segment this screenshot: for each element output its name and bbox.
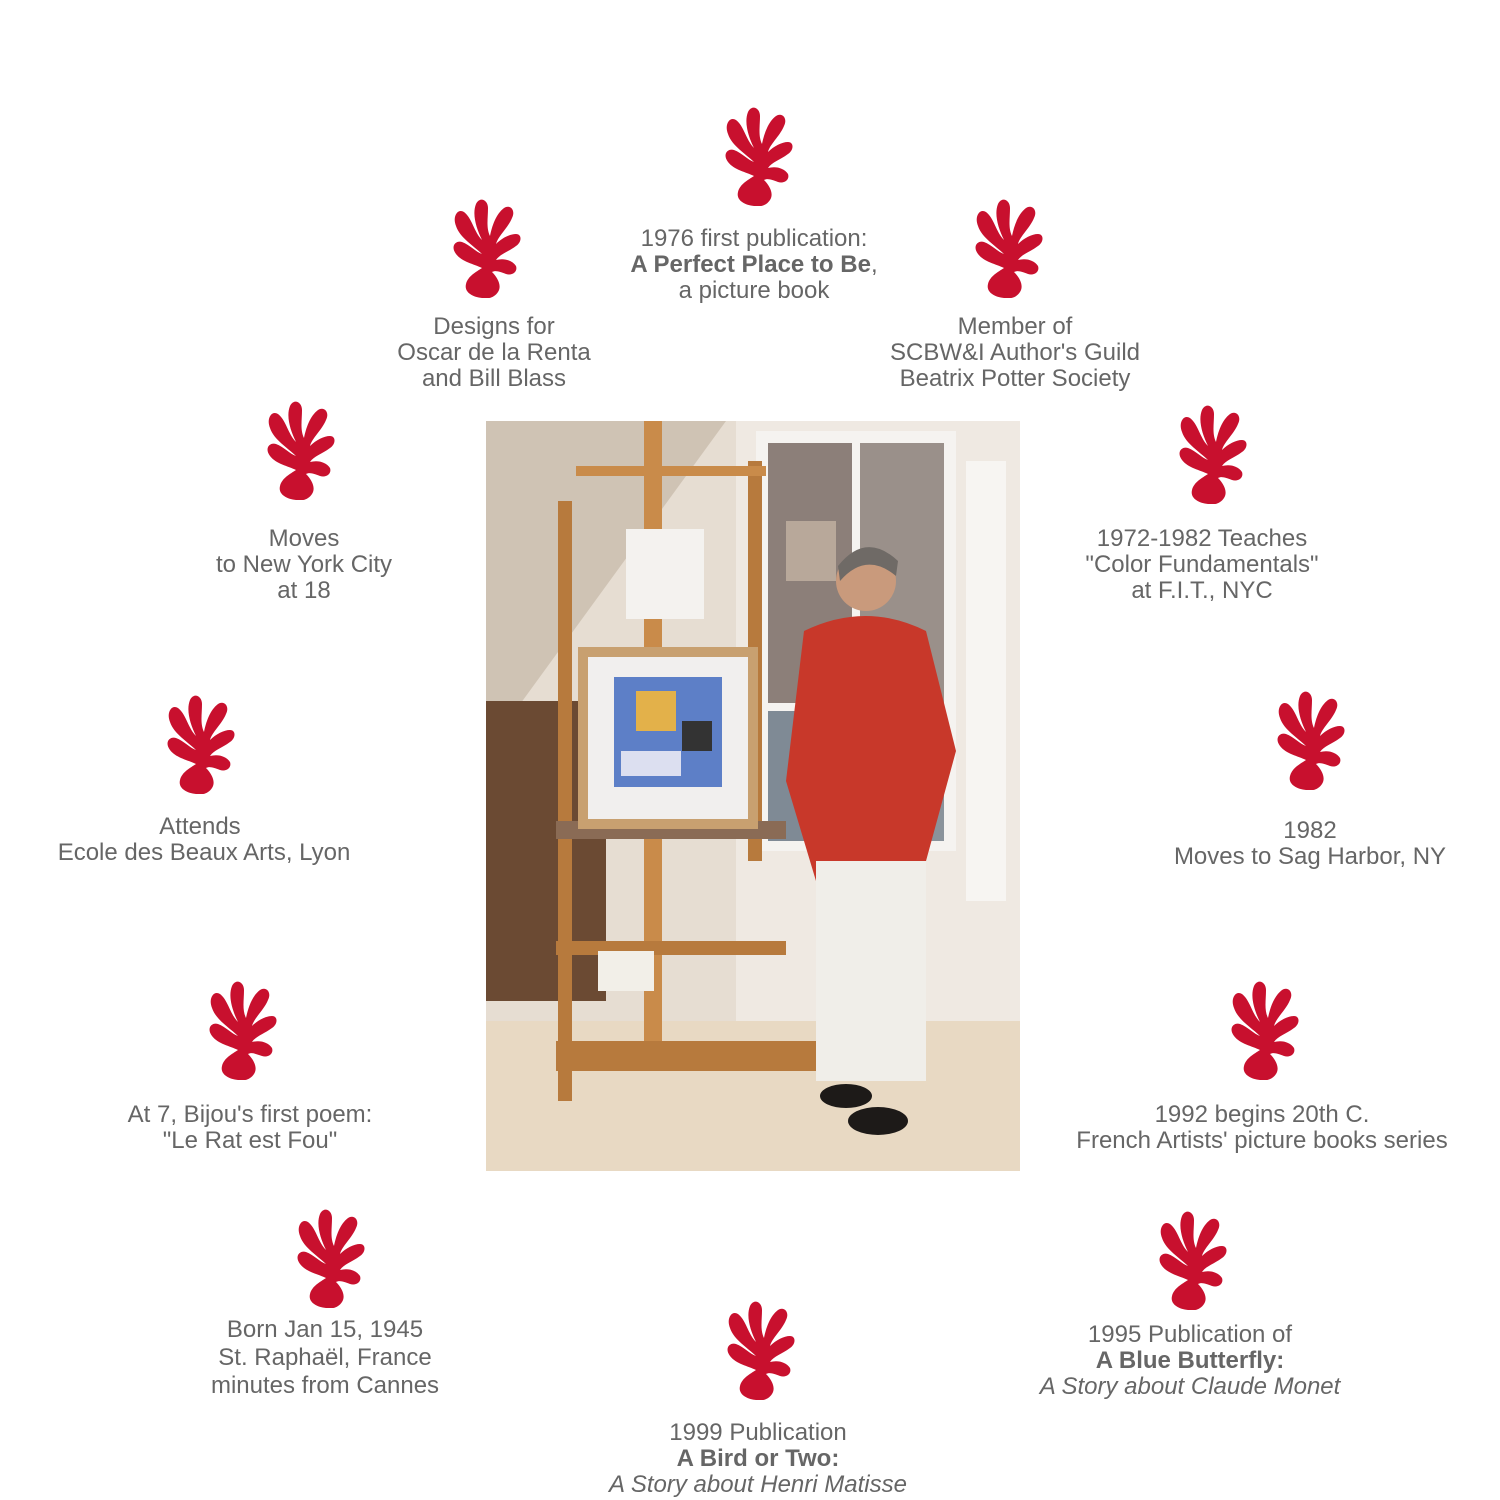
artist-photo bbox=[486, 421, 1020, 1171]
milestone-member bbox=[890, 314, 1140, 392]
milestone-line: Member of bbox=[957, 313, 1073, 340]
matisse-leaf-icon bbox=[718, 106, 794, 206]
milestone-line: Moves bbox=[268, 525, 340, 552]
milestone-line: 1972-1982 Teaches bbox=[1096, 525, 1308, 552]
milestone-teaches bbox=[1085, 526, 1318, 604]
milestone-line: Oscar de la Renta bbox=[397, 339, 591, 366]
milestone-line: Designs for bbox=[433, 313, 555, 340]
matisse-leaf-icon bbox=[1172, 404, 1248, 504]
milestone-first-poem bbox=[128, 1102, 373, 1154]
book-subtitle: A Story about Claude Monet bbox=[1039, 1373, 1341, 1400]
milestone-line: Beatrix Potter Society bbox=[899, 365, 1131, 392]
milestone-line: "Color Fundamentals" bbox=[1085, 551, 1319, 578]
matisse-leaf-icon bbox=[1152, 1210, 1228, 1310]
milestone-line: 1995 Publication of bbox=[1087, 1321, 1293, 1348]
milestone-line: French Artists' picture books series bbox=[1076, 1127, 1448, 1154]
matisse-leaf-icon bbox=[1224, 980, 1300, 1080]
milestone-line: and Bill Blass bbox=[421, 365, 567, 392]
milestone-moves-nyc bbox=[216, 526, 392, 604]
milestone-line: "Le Rat est Fou" bbox=[162, 1127, 338, 1154]
matisse-leaf-icon bbox=[160, 694, 236, 794]
milestone-series bbox=[1076, 1102, 1447, 1154]
milestone-blue-butterfly bbox=[1040, 1322, 1341, 1400]
milestone-line: at 18 bbox=[277, 577, 331, 604]
matisse-leaf-icon bbox=[720, 1300, 796, 1400]
milestone-sag-harbor bbox=[1174, 818, 1446, 870]
milestone-line: At 7, Bijou's first poem: bbox=[127, 1101, 373, 1128]
book-title: A Bird or Two: bbox=[676, 1445, 840, 1472]
milestone-bird-or-two bbox=[609, 1420, 907, 1498]
milestone-line: St. Raphaël, France bbox=[218, 1344, 432, 1371]
milestone-line: 1999 Publication bbox=[669, 1419, 847, 1446]
milestone-line: 1976 first publication: bbox=[640, 225, 868, 252]
milestone-line: at F.I.T., NYC bbox=[1131, 577, 1273, 604]
milestone-line: minutes from Cannes bbox=[210, 1372, 440, 1399]
book-title: A Perfect Place to Be bbox=[630, 251, 871, 278]
matisse-leaf-icon bbox=[290, 1208, 366, 1308]
milestone-line: SCBW&I Author's Guild bbox=[889, 339, 1141, 366]
matisse-leaf-icon bbox=[260, 400, 336, 500]
milestone-born bbox=[211, 1316, 439, 1400]
milestone-line: to New York City bbox=[215, 551, 393, 578]
milestone-attends bbox=[58, 814, 351, 866]
milestone-line: Ecole des Beaux Arts, Lyon bbox=[57, 839, 351, 866]
milestone-line: 1982 bbox=[1283, 817, 1337, 844]
milestone-line: Born Jan 15, 1945 bbox=[226, 1316, 424, 1343]
milestone-first-publication bbox=[630, 226, 877, 304]
milestone-line: a picture book bbox=[678, 277, 830, 304]
book-title: A Blue Butterfly: bbox=[1095, 1347, 1285, 1374]
matisse-leaf-icon bbox=[968, 198, 1044, 298]
milestone-line: Attends bbox=[159, 813, 241, 840]
book-subtitle: A Story about Henri Matisse bbox=[609, 1471, 907, 1498]
matisse-leaf-icon bbox=[446, 198, 522, 298]
matisse-leaf-icon bbox=[1270, 690, 1346, 790]
comma: , bbox=[870, 251, 878, 278]
milestone-line: 1992 begins 20th C. bbox=[1154, 1101, 1370, 1128]
milestone-line: Moves to Sag Harbor, NY bbox=[1173, 843, 1447, 870]
milestone-designs bbox=[397, 314, 590, 392]
matisse-leaf-icon bbox=[202, 980, 278, 1080]
